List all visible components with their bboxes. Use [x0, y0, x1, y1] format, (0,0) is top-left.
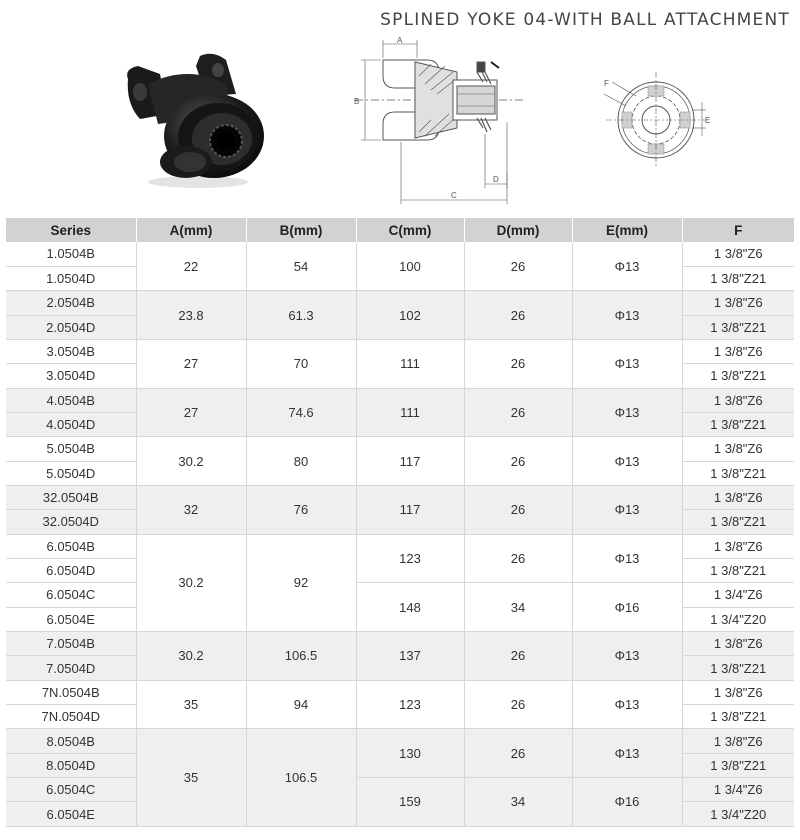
d-cell: 34 [464, 583, 572, 632]
series-cell: 7.0504D [6, 656, 136, 680]
a-cell: 35 [136, 680, 246, 729]
e-cell: Φ13 [572, 242, 682, 291]
d-cell: 26 [464, 291, 572, 340]
table-group [6, 291, 794, 340]
table-header-row [6, 218, 794, 242]
f-cell: 1 3/8"Z21 [682, 753, 794, 777]
b-cell: 106.5 [246, 632, 356, 681]
series-cell: 32.0504B [6, 485, 136, 509]
a-cell: 30.2 [136, 632, 246, 681]
series-cell: 6.0504E [6, 607, 136, 631]
d-cell: 26 [464, 388, 572, 437]
series-cell: 8.0504B [6, 729, 136, 753]
table-group [6, 632, 794, 681]
e-cell: Φ13 [572, 388, 682, 437]
b-cell: 80 [246, 437, 356, 486]
series-cell: 4.0504D [6, 412, 136, 436]
f-cell: 1 3/8"Z6 [682, 242, 794, 266]
table-group [6, 437, 794, 486]
f-cell: 1 3/8"Z6 [682, 339, 794, 363]
c-cell: 130 [356, 729, 464, 778]
f-cell: 1 3/8"Z21 [682, 266, 794, 290]
series-cell: 2.0504D [6, 315, 136, 339]
table-row [6, 729, 794, 753]
b-cell: 54 [246, 242, 356, 291]
f-cell: 1 3/4"Z6 [682, 583, 794, 607]
series-cell: 7.0504B [6, 632, 136, 656]
table-group [6, 729, 794, 826]
table-row [6, 632, 794, 656]
f-cell: 1 3/8"Z6 [682, 729, 794, 753]
series-cell: 1.0504D [6, 266, 136, 290]
e-cell: Φ13 [572, 632, 682, 681]
table-row [6, 534, 794, 558]
table-group [6, 680, 794, 729]
e-cell: Φ13 [572, 291, 682, 340]
f-cell: 1 3/8"Z6 [682, 534, 794, 558]
a-cell: 30.2 [136, 534, 246, 631]
series-cell: 3.0504D [6, 364, 136, 388]
d-cell: 26 [464, 339, 572, 388]
label-c: C [451, 191, 457, 200]
f-cell: 1 3/8"Z21 [682, 656, 794, 680]
e-cell: Φ16 [572, 778, 682, 827]
label-a: A [397, 36, 403, 45]
e-cell: Φ13 [572, 680, 682, 729]
d-cell: 34 [464, 778, 572, 827]
c-cell: 111 [356, 388, 464, 437]
f-cell: 1 3/8"Z21 [682, 510, 794, 534]
a-cell: 32 [136, 485, 246, 534]
table-group [6, 242, 794, 291]
d-cell: 26 [464, 437, 572, 486]
c-cell: 100 [356, 242, 464, 291]
series-cell: 6.0504E [6, 802, 136, 826]
series-cell: 32.0504D [6, 510, 136, 534]
f-cell: 1 3/8"Z6 [682, 632, 794, 656]
table-row [6, 291, 794, 315]
series-cell: 3.0504B [6, 339, 136, 363]
b-cell: 76 [246, 485, 356, 534]
table-group [6, 534, 794, 631]
table-group [6, 339, 794, 388]
series-cell: 5.0504B [6, 437, 136, 461]
header-b: B(mm) [246, 218, 356, 242]
spec-table [6, 218, 794, 827]
d-cell: 26 [464, 632, 572, 681]
series-cell: 5.0504D [6, 461, 136, 485]
a-cell: 22 [136, 242, 246, 291]
b-cell: 106.5 [246, 729, 356, 826]
f-cell: 1 3/8"Z6 [682, 437, 794, 461]
table-row [6, 339, 794, 363]
c-cell: 159 [356, 778, 464, 827]
table-row [6, 680, 794, 704]
b-cell: 74.6 [246, 388, 356, 437]
f-cell: 1 3/4"Z20 [682, 802, 794, 826]
e-cell: Φ13 [572, 534, 682, 583]
f-cell: 1 3/8"Z21 [682, 315, 794, 339]
table-row [6, 583, 794, 607]
table-row [6, 437, 794, 461]
header-a: A(mm) [136, 218, 246, 242]
series-cell: 7N.0504B [6, 680, 136, 704]
page-title: SPLINED YOKE 04-WITH BALL ATTACHMENT [380, 10, 790, 30]
c-cell: 148 [356, 583, 464, 632]
series-cell: 4.0504B [6, 388, 136, 412]
f-cell: 1 3/8"Z6 [682, 388, 794, 412]
f-cell: 1 3/8"Z6 [682, 680, 794, 704]
series-cell: 6.0504D [6, 558, 136, 582]
f-cell: 1 3/4"Z6 [682, 778, 794, 802]
e-cell: Φ13 [572, 485, 682, 534]
a-cell: 23.8 [136, 291, 246, 340]
d-cell: 26 [464, 680, 572, 729]
e-cell: Φ13 [572, 729, 682, 778]
series-cell: 1.0504B [6, 242, 136, 266]
f-cell: 1 3/8"Z21 [682, 558, 794, 582]
c-cell: 111 [356, 339, 464, 388]
yoke-photo [118, 44, 278, 194]
f-cell: 1 3/8"Z6 [682, 291, 794, 315]
a-cell: 35 [136, 729, 246, 826]
series-cell: 6.0504C [6, 583, 136, 607]
f-cell: 1 3/8"Z21 [682, 705, 794, 729]
d-cell: 26 [464, 485, 572, 534]
f-cell: 1 3/4"Z20 [682, 607, 794, 631]
d-cell: 26 [464, 534, 572, 583]
a-cell: 30.2 [136, 437, 246, 486]
b-cell: 61.3 [246, 291, 356, 340]
table-row [6, 485, 794, 509]
c-cell: 102 [356, 291, 464, 340]
table-group [6, 485, 794, 534]
header-d: D(mm) [464, 218, 572, 242]
series-cell: 2.0504B [6, 291, 136, 315]
b-cell: 94 [246, 680, 356, 729]
c-cell: 123 [356, 534, 464, 583]
end-view-drawing [596, 62, 716, 172]
header-c: C(mm) [356, 218, 464, 242]
a-cell: 27 [136, 388, 246, 437]
side-view-drawing [345, 32, 535, 208]
c-cell: 123 [356, 680, 464, 729]
header-f: F [682, 218, 794, 242]
label-e: E [705, 116, 711, 125]
series-cell: 6.0504C [6, 778, 136, 802]
a-cell: 27 [136, 339, 246, 388]
table-group [6, 388, 794, 437]
b-cell: 92 [246, 534, 356, 631]
label-b: B [354, 97, 360, 106]
header-e: E(mm) [572, 218, 682, 242]
c-cell: 117 [356, 437, 464, 486]
e-cell: Φ13 [572, 339, 682, 388]
d-cell: 26 [464, 729, 572, 778]
e-cell: Φ13 [572, 437, 682, 486]
c-cell: 137 [356, 632, 464, 681]
d-cell: 26 [464, 242, 572, 291]
c-cell: 117 [356, 485, 464, 534]
header-series: Series [6, 218, 136, 242]
table-row [6, 778, 794, 802]
f-cell: 1 3/8"Z21 [682, 461, 794, 485]
table-row [6, 242, 794, 266]
f-cell: 1 3/8"Z6 [682, 485, 794, 509]
series-cell: 7N.0504D [6, 705, 136, 729]
e-cell: Φ16 [572, 583, 682, 632]
b-cell: 70 [246, 339, 356, 388]
series-cell: 6.0504B [6, 534, 136, 558]
series-cell: 8.0504D [6, 753, 136, 777]
f-cell: 1 3/8"Z21 [682, 412, 794, 436]
label-f: F [604, 79, 609, 88]
f-cell: 1 3/8"Z21 [682, 364, 794, 388]
label-d: D [493, 175, 499, 184]
table-row [6, 388, 794, 412]
